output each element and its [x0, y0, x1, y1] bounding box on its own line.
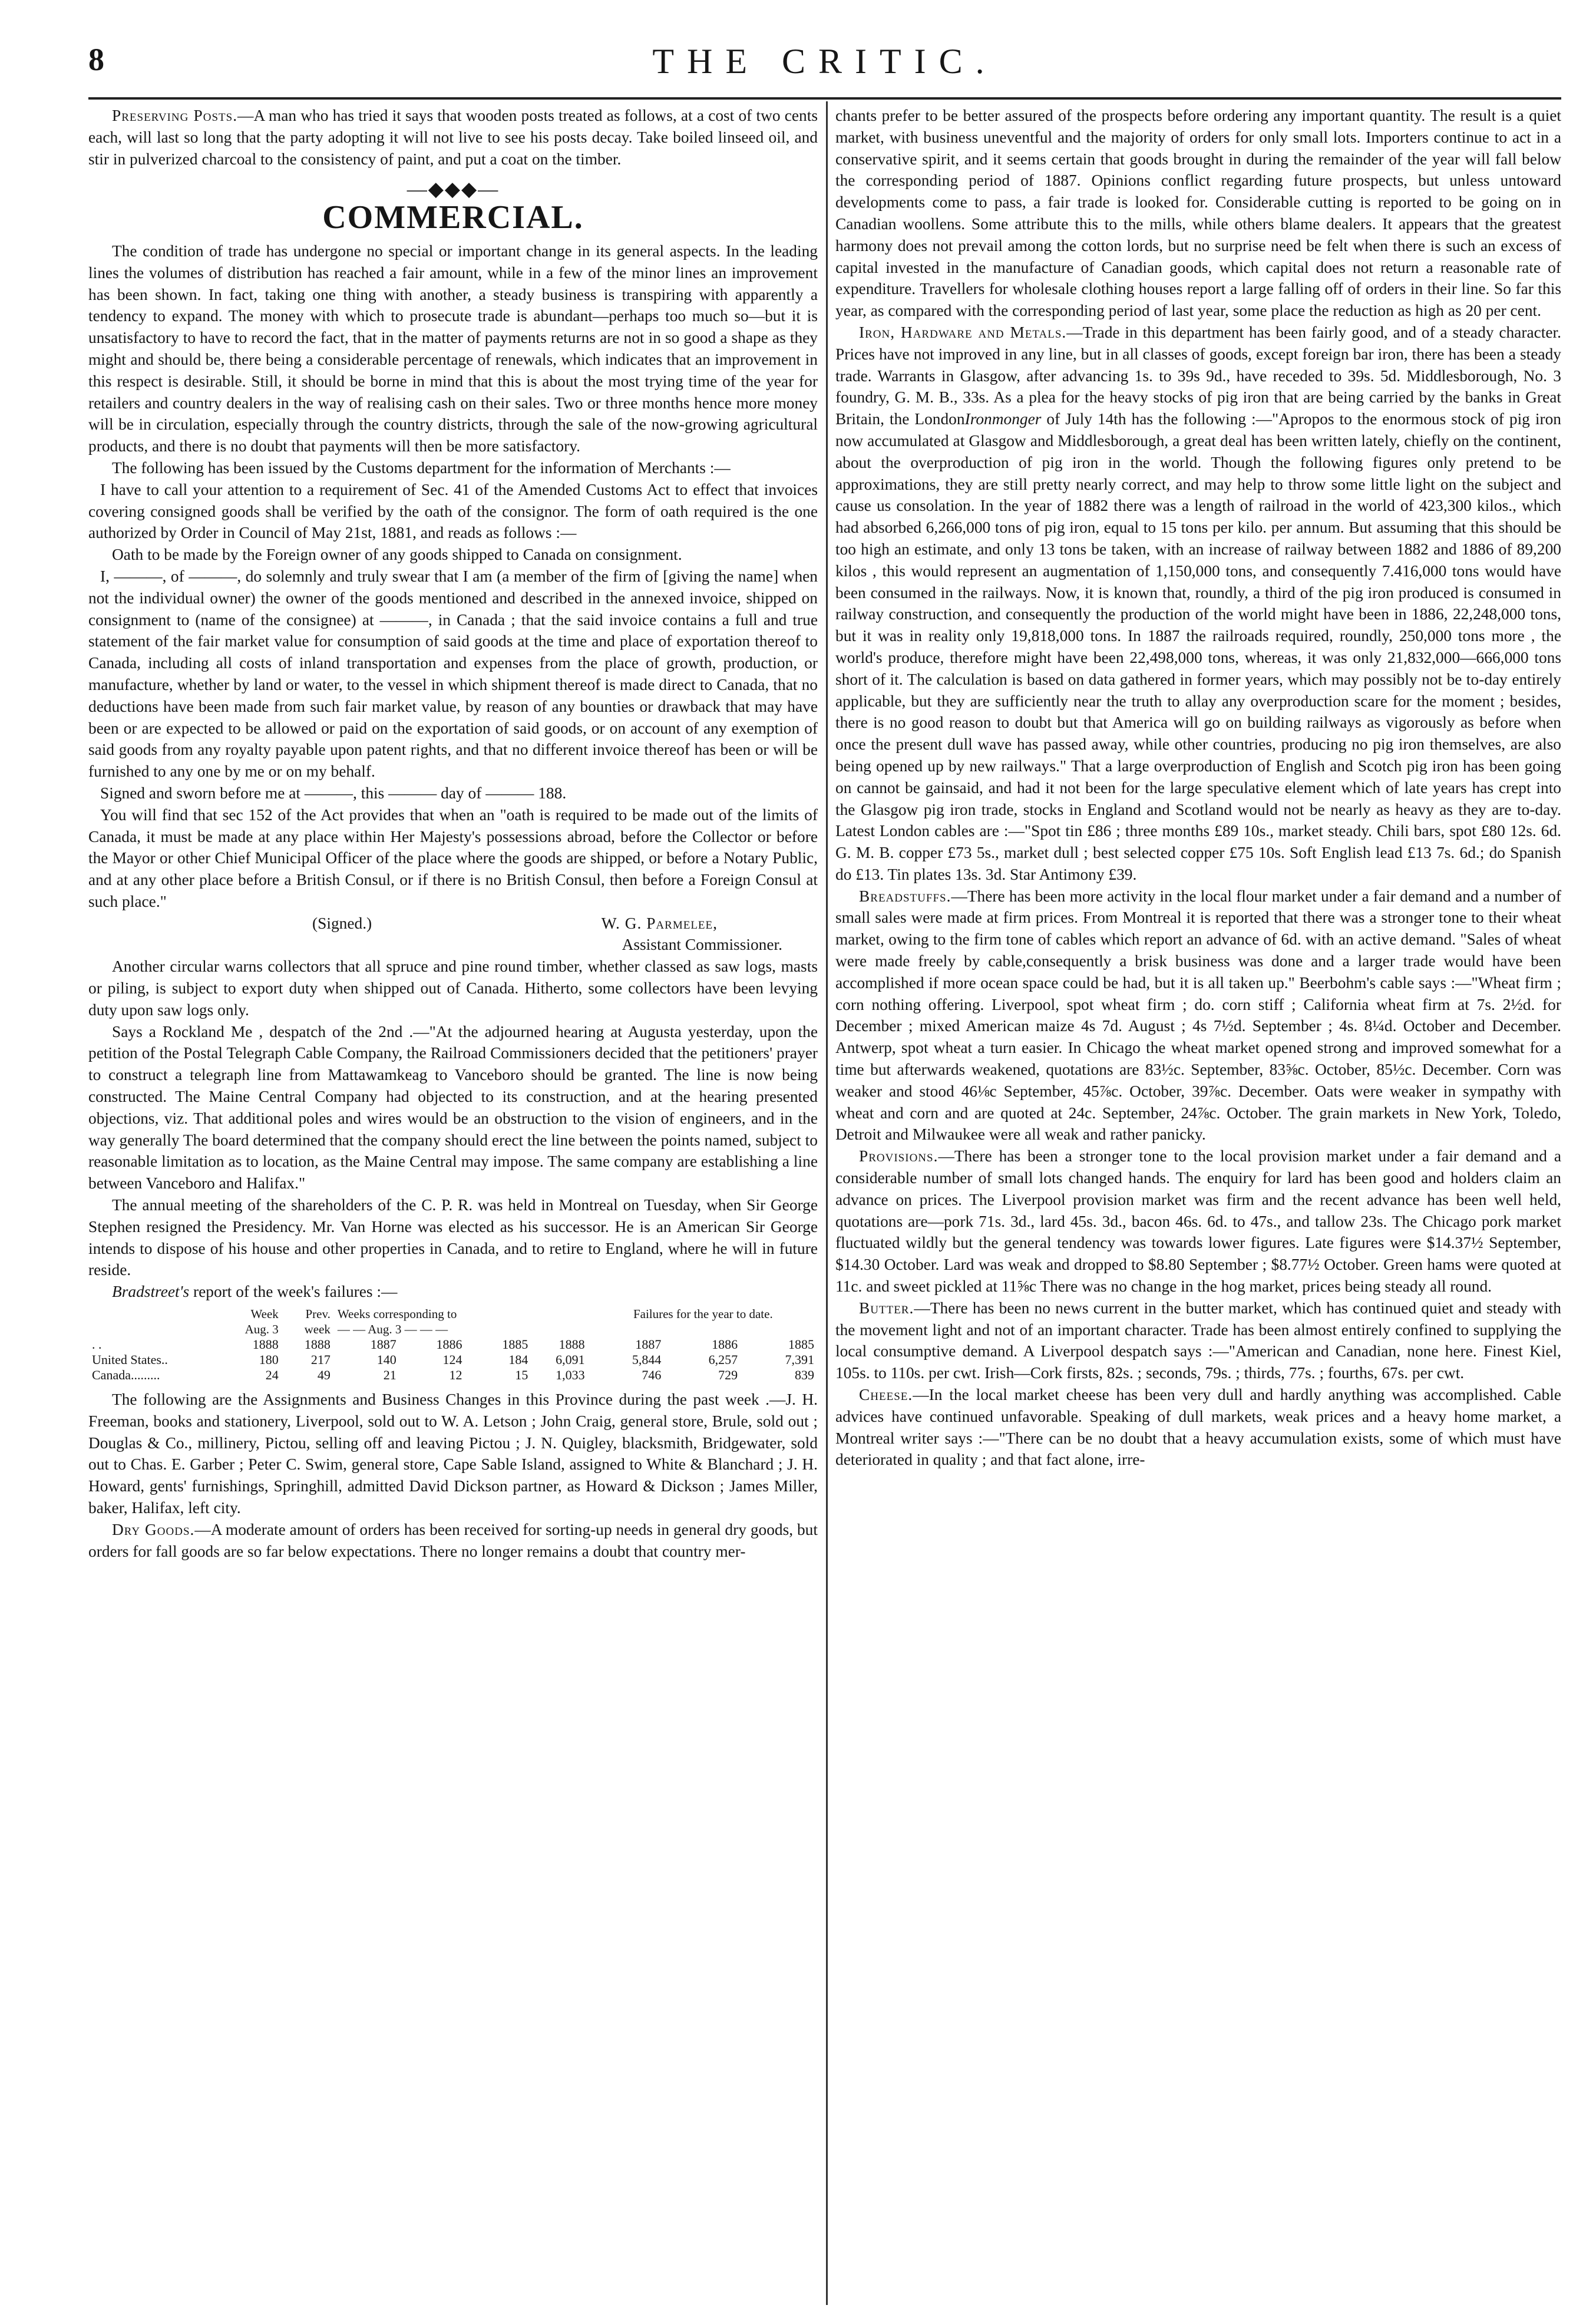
col-sub-week: week	[304, 1322, 331, 1337]
table-cell: 21	[383, 1368, 396, 1383]
left-column	[88, 105, 818, 2306]
preserving-posts-heading: Preserving Posts.	[112, 107, 238, 124]
col-head-week: Week	[250, 1307, 279, 1322]
masthead-title: THE CRITIC.	[652, 42, 997, 81]
rockland-despatch-paragraph: Says a Rockland Me , despatch of the 2nd .—"At the adjourned hearing at Augusta yesterday, upon the petition of the Postal Telegraph Cable Company, the Railroad Commissioners decided that the petitioners' prayer to construct a telegraph line from Mattawamkeag to Vanceboro should be granted. The line is now being constructed. The Maine Central Company had objected to its construction, and at the hearing presented objections, viz. That additional poles and wires would be an obstruction to the vision of engineers, and in the way generally The board determined that the company should erect the line between the points named, subject to reasonable limitation as to location, as the Maine Central may impose. The same company are establishing a line between Vanceboro and Halifax."	[88, 1022, 818, 1193]
col-sub-aug-range: — — Aug. 3 — — —	[337, 1322, 448, 1337]
customs-requirement-text: I have to call your attention to a requirement of Sec. 41 of the Amended Customs Act to effect that invoices covering consigned goods shall be verified by the oath of the consignor. The form of oath required is the one authorized by Order in Council of May 21st, 1881, and reads as follows :—	[88, 480, 818, 542]
table-cell: 180	[259, 1352, 279, 1368]
table-cell: 7,391	[785, 1352, 814, 1368]
table-cell: 217	[310, 1352, 331, 1368]
dry-goods-continued-paragraph: chants prefer to be better assured of the prospects before ordering any important quantity. The result is a quiet market, with business uneventful and the majority of orders for only small lots. Importers continue to act in a conservative spirit, and it seems certain that goods brought in during the remainder of the year will fall below the corresponding period of 1887. Opinions conflict regarding future prospects, but unless untoward developments come to pass, a fair trade is looked for. Considerable cutting is reported to be going on in Canadian woollens. Some attribute this to the mills, while others blame dealers. It appears that the greatest harmony does not prevail among the cotton lords, but no surprise need be felt when there is such an excess of capital invested in the manufacture of Canadian goods, which capital does not return a reasonable rate of expenditure. Travellers for wholesale clothing houses report a large falling off of orders in their line. So far this year, as compared with the corresponding period of last year, some place the reduction as high as 20 per cent.	[835, 107, 1561, 320]
provisions-paragraph	[835, 1145, 1561, 1297]
row-label-united-states: United States..	[92, 1352, 168, 1368]
bradstreet-intro	[88, 1281, 818, 1303]
butter-paragraph	[835, 1297, 1561, 1384]
assignments-paragraph: The following are the Assignments and Business Changes in this Province during the past week .—J. H. Freeman, books and stationery, Liverpool, sold out to W. A. Letson ; John Craig, general store, Brule, sold out ; Douglas & Co., millinery, Pictou, selling off and leaving Pictou ; J. N. Quigley, blacksmith, Bridgewater, sold out to Chas. E. Garber ; Peter C. Swim, general store, Cape Sable Island, assigned to White & Blanchard ; J. H. Howard, gents' furnishings, Springhill, admitted David Dickson partner, as Howard & Dickson ; James Miller, baker, Halifax, left city.	[88, 1391, 818, 1517]
cpr-meeting-paragraph: The annual meeting of the shareholders of the C. P. R. was held in Montreal on Tuesday, when Sir George Stephen resigned the Presidency. Mr. Van Horne was elected as his successor. He is an American Sir George intends to dispose of his house and other properties in Canada, and to retire to England, where he will in future reside.	[88, 1196, 818, 1279]
oath-heading-text: Oath to be made by the Foreign owner of any goods shipped to Canada on consignment.	[112, 546, 682, 564]
table-cell: 184	[508, 1352, 528, 1368]
table-cell: 6,257	[708, 1352, 738, 1368]
year-cell: 1886	[712, 1337, 738, 1352]
breadstuffs-text: —There has been more activity in the local flour market under a fair demand and a number of small sales were made at firm prices. From Montreal it is reported that there was a stronger tone to their wheat market, owing to the firm tone of cables which report an advance of 6d. with an active demand. "Sales of wheat were made freely by cable,consequently a brisk business was done and a larger trade would have been accomplished if more ocean space could be had, but it is all taken up." Beerbohm's cable says :—"Wheat firm ; corn nothing offering. Liverpool, spot wheat firm ; do. corn stiff ; California wheat firm at 7s. 2½d. for December ; mixed American maize 4s 7d. August ; 4s 7½d. September ; 4s. 8¼d. October and December. Antwerp, spot wheat a turn easier. In Chicago the wheat market opened strong and improved somewhat for a time but afterwards weakened, quotations are 83½c. September, 83⅝c. October, 85½c. December. Corn was weaker and stood 46⅛c September, 45⅞c. October, 39⅞c. December. Oats were weaker in sympathy with wheat and corn and are quoted at 24c. September, 24⅞c. October. The grain markets in New York, Toledo, Detroit and Milwaukee were all weak and rather panicky.	[835, 887, 1561, 1144]
column-divider	[826, 101, 828, 2305]
provisions-heading: Provisions.	[859, 1147, 939, 1165]
header-rule	[88, 97, 1561, 100]
timber-circular-paragraph: Another circular warns collectors that all spruce and pine round timber, whether classed as saw logs, masts or piling, is subject to export duty when shipped out of Canada. Hitherto, some collectors have been levying duty upon saw logs only.	[88, 957, 818, 1019]
dry-goods-paragraph	[88, 1519, 818, 1563]
cheese-paragraph	[835, 1384, 1561, 1471]
table-header-row	[88, 1306, 818, 1322]
cheese-text: —In the local market cheese has been very dull and hardly anything was accomplished. Cable advices have continued unfavorable. Speaking of dull markets, weak prices and a heavy home market, a Montreal writer says :—"There can be no doubt that a heavy accumulation exists, some of which must have deteriorated in quality ; and that fact alone, irre-	[835, 1386, 1561, 1469]
signature-block	[88, 913, 818, 934]
table-cell: 49	[317, 1368, 331, 1383]
page-number: 8	[88, 42, 104, 77]
trade-conditions-paragraph: The condition of trade has undergone no special or important change in its general aspects. In the leading lines the volumes of distribution has reached a fair amount, while in a few of the minor lines an improvement has been shown. In fact, taking one thing with another, a steady business is transpiring with apparently a tendency to expand. The money with which to prosecute trade is abundant—perhaps too much so—but it is unsatisfactory to have to record the fact, that in the matter of payments returns are not in so good a shape as they might and should be, there being a considerable percentage of renewals, which indicates that an improvement in this respect is desirable. Still, it should be borne in mind that this is about the most trying time of the year for retailers and country dealers in the way of realising cash on their sales. Two or three months hence more money will be in circulation, especially through the country districts, through the sale of the now-growing agricultural products, and there is no doubt that payments will then be more satisfactory.	[88, 242, 818, 455]
customs-intro-paragraph: The following has been issued by the Customs department for the information of Merchants :—	[112, 458, 731, 477]
table-cell: 1,033	[556, 1368, 585, 1383]
bradstreet-title: Bradstreet's	[112, 1283, 190, 1301]
row-label-canada: Canada.........	[92, 1368, 160, 1383]
iron-hardware-heading: Iron, Hardware and Metals.	[859, 323, 1067, 341]
table-cell: 12	[449, 1368, 462, 1383]
breadstuffs-heading: Breadstuffs.	[859, 887, 951, 905]
ironmonger-title: Ironmonger	[964, 410, 1042, 428]
iron-hardware-text-continued: of July 14th has the following :—"Apropos to the enormous stock of pig iron now accumulated at Glasgow and Middlesborough, a great deal has been written lately, chiefly on the continent, about the overproduction of pig iron in the world. Though the following figures only pretend to be approximations, they are still pretty nearly correct, and may help to throw some little light on the subject and cause us consolation. In the year of 1882 there was a length of railroad in the world of 423,300 kilos., which had absorbed 6,266,000 tons of pig iron, equal to 15 tons per kilo. per annum. But assuming that this should be too high an estimate, and only 13 tons be taken, with an increase of railway between 1882 and 1886 of 89,200 kilos , this would represent an augmentation of 1,150,000 tons, and consequently 7.416,000 tons would have been consumed in the railways. Now, it is known that, roundly, a third of the pig iron produced is consumed in railway construction, and consequently the production of the world might have been in 1886, 22,248,000 tons, but it was in reality only 19,818,000 tons. In 1887 the railroads required, roundly, 250,000 tons more , the world's produce, therefore might have been 22,498,000 tons, whereas, it was only 21,832,000—666,000 tons short of it. The calculation is based on data gathered in former years, which may possibly not be to-day entirely applicable, but they are sufficiently near the truth to allay any overproduction scare for the moment ; besides, there is no good reason to doubt but that America will go on building railways as vigorously as before when once the present dull wave has passed away, while other countries, producing no pig iron themselves, are also being opened up by new railways." That a large overproduction of English and Scotch pig iron has been going on cannot be gainsaid, and had it not been for the large speculative element which of late years has crept into the Glasgow pig iron trade, stocks in England and Scotland would not be nearly as heavy as they are to-day. Latest London cables are :—"Spot tin £86 ; three months £89 10s., market steady. Chili bars, spot £80 12s. 6d. G. M. B. copper £73 5s., market dull ; best selected copper £75 10s. Soft English lead £13 7s. 6d.; do Spanish do £13. Tin plates 13s. 3d. Star Antimony £39.	[835, 410, 1561, 883]
year-cell: 1886	[436, 1337, 462, 1352]
section-ornament: —◆◆◆—	[407, 179, 500, 201]
year-cell: 1885	[788, 1337, 814, 1352]
butter-heading: Butter.	[859, 1299, 914, 1317]
section-152-text: You will find that sec 152 of the Act provides that when an "oath is required to be made out of the limits of Canada, it must be made at any place within Her Majesty's possessions abroad, before the Collector or before the Mayor or other Chief Municipal Officer of the place where the goods are shipped, or before a Notary Public, and at any other place before a British Consul, or if there is no British Consul, then before a Foreign Consul at such place."	[88, 805, 818, 910]
failures-table-wrap	[88, 1306, 818, 1383]
dry-goods-text: —A moderate amount of orders has been received for sorting-up needs in general dry goods, but orders for fall goods are so far below expectations. There no longer remains a doubt that country mer-	[88, 1520, 818, 1560]
customs-circular	[88, 479, 818, 956]
col-head-prev: Prev.	[305, 1307, 331, 1322]
col-head-failures-to-date: Failures for the year to date.	[633, 1307, 773, 1322]
col-sub-aug3: Aug. 3	[244, 1322, 279, 1337]
table-year-row: . . 1888 1888 1887 1886 1885 1888 1887 1886 1885	[88, 1337, 818, 1352]
signed-sworn-line: Signed and sworn before me at ———, this ——— day of ——— 188.	[100, 784, 567, 802]
year-cell: 1885	[502, 1337, 528, 1352]
page-header	[88, 41, 1561, 94]
bradstreet-rest: report of the week's failures :—	[189, 1283, 398, 1301]
cheese-heading: Cheese.	[859, 1386, 913, 1404]
dry-goods-heading: Dry Goods.	[112, 1520, 195, 1538]
preserving-posts-paragraph	[88, 105, 818, 170]
table-subheader-row	[88, 1322, 818, 1337]
table-cell: 839	[795, 1368, 814, 1383]
table-cell: 5,844	[632, 1352, 662, 1368]
table-cell: 6,091	[556, 1352, 585, 1368]
provisions-text: —There has been a stronger tone to the local provision market under a fair demand and a considerable number of small lots changed hands. The enquiry for lard has been good and holders claim an advance on prices. The Liverpool provision market was firm and the recent advance has been well held, quotations are—pork 71s. 3d., lard 45s. 3d., bacon 46s. 6d. to 47s., and tallow 23s. The Chicago pork market fluctuated wildly but the general tendency was towards lower figures. Late figures were $14.37½ September, $14.30 October. Lard was weak and dropped to $8.80 September ; $8.77½ October. Green hams were quoted at 11c. and sweet pickled at 11⅝c There was no change in the hog market, prices being steady all round.	[835, 1147, 1561, 1296]
year-cell: 1887	[635, 1337, 662, 1352]
table-cell: 15	[515, 1368, 528, 1383]
right-column	[835, 105, 1561, 2306]
iron-hardware-paragraph	[835, 322, 1561, 886]
butter-text: —There has been no news current in the butter market, which has continued quiet and steady with the movement light and not of an important character. Trade has been almost entirely confined to supplying the local consumptive demand. A Liverpool despatch says :—"American and Canadian, none here. Finest Kiel, 105s. to 110s. per cwt. Irish—Cork firsts, 82s. ; seconds, 79s. ; thirds, 77s. ; fourths, 67s. per cwt.	[835, 1299, 1561, 1382]
commercial-heading: COMMERCIAL.	[322, 199, 584, 236]
table-cell: 24	[265, 1368, 279, 1383]
year-cell: 1887	[370, 1337, 396, 1352]
signatory-name: W. G. Parmelee,	[601, 914, 718, 932]
iron-hardware-text: —Trade in this department has been fairly good, and of a steady character. Prices have not improved in any line, but in all classes of goods, except foreign bar iron, there has been a steady trade. Warrants in Glasgow, after advancing 1s. to 39s 9d., have receded to 39s. 5d. Middlesborough, No. 3 foundry, G. M. B., 33s. As a plea for the heavy stocks of pig iron that are being carried by the banks in Great Britain, the London	[835, 323, 1561, 428]
signed-label: (Signed.)	[312, 914, 372, 932]
table-cell: 124	[442, 1352, 462, 1368]
table-cell: 746	[642, 1368, 662, 1383]
table-cell: 729	[718, 1368, 738, 1383]
table-cell: 140	[376, 1352, 396, 1368]
table-row	[88, 1368, 818, 1383]
oath-text: I, ———, of ———, do solemnly and truly swear that I am (a member of the firm of [giving the name] when not the individual owner) the owner of the goods mentioned and described in the annexed invoice, shipped on consignment to (name of the consignee) at ———, in Canada ; that the said invoice contains a full and true statement of the fair market value for consumption of said goods at the time and place of exportation thereof to Canada, including all costs of inland transportation and expenses from the place of growth, production, or manufacture, whether by land or water, to the vessel in which shipment thereof is made direct to Canada, that no deductions have been made from such fair market value, by reason of any bounties or drawback that may have been or are expected to be allowed or paid on the exportation of said goods, or on account of any exemption of said goods from any royalty payable upon patent rights, and that no different invoice thereof has been or will be furnished to any one by me or on my behalf.	[88, 567, 818, 781]
failures-table	[88, 1306, 818, 1383]
breadstuffs-paragraph	[835, 886, 1561, 1146]
year-cell: 1888	[559, 1337, 585, 1352]
year-cell: 1888	[304, 1337, 331, 1352]
year-cell: 1888	[252, 1337, 279, 1352]
table-row	[88, 1352, 818, 1368]
col-head-weeks-corresponding: Weeks corresponding to	[337, 1307, 457, 1322]
signatory-title: Assistant Commissioner.	[622, 936, 782, 954]
preserving-posts-text: —A man who has tried it says that wooden posts treated as follows, at a cost of two cents each, will last so long that the party adopting it will not live to see his posts decay. Take boiled linseed oil, and stir in pulverized charcoal to the consistency of paint, and put a coat on the timber.	[88, 107, 818, 168]
